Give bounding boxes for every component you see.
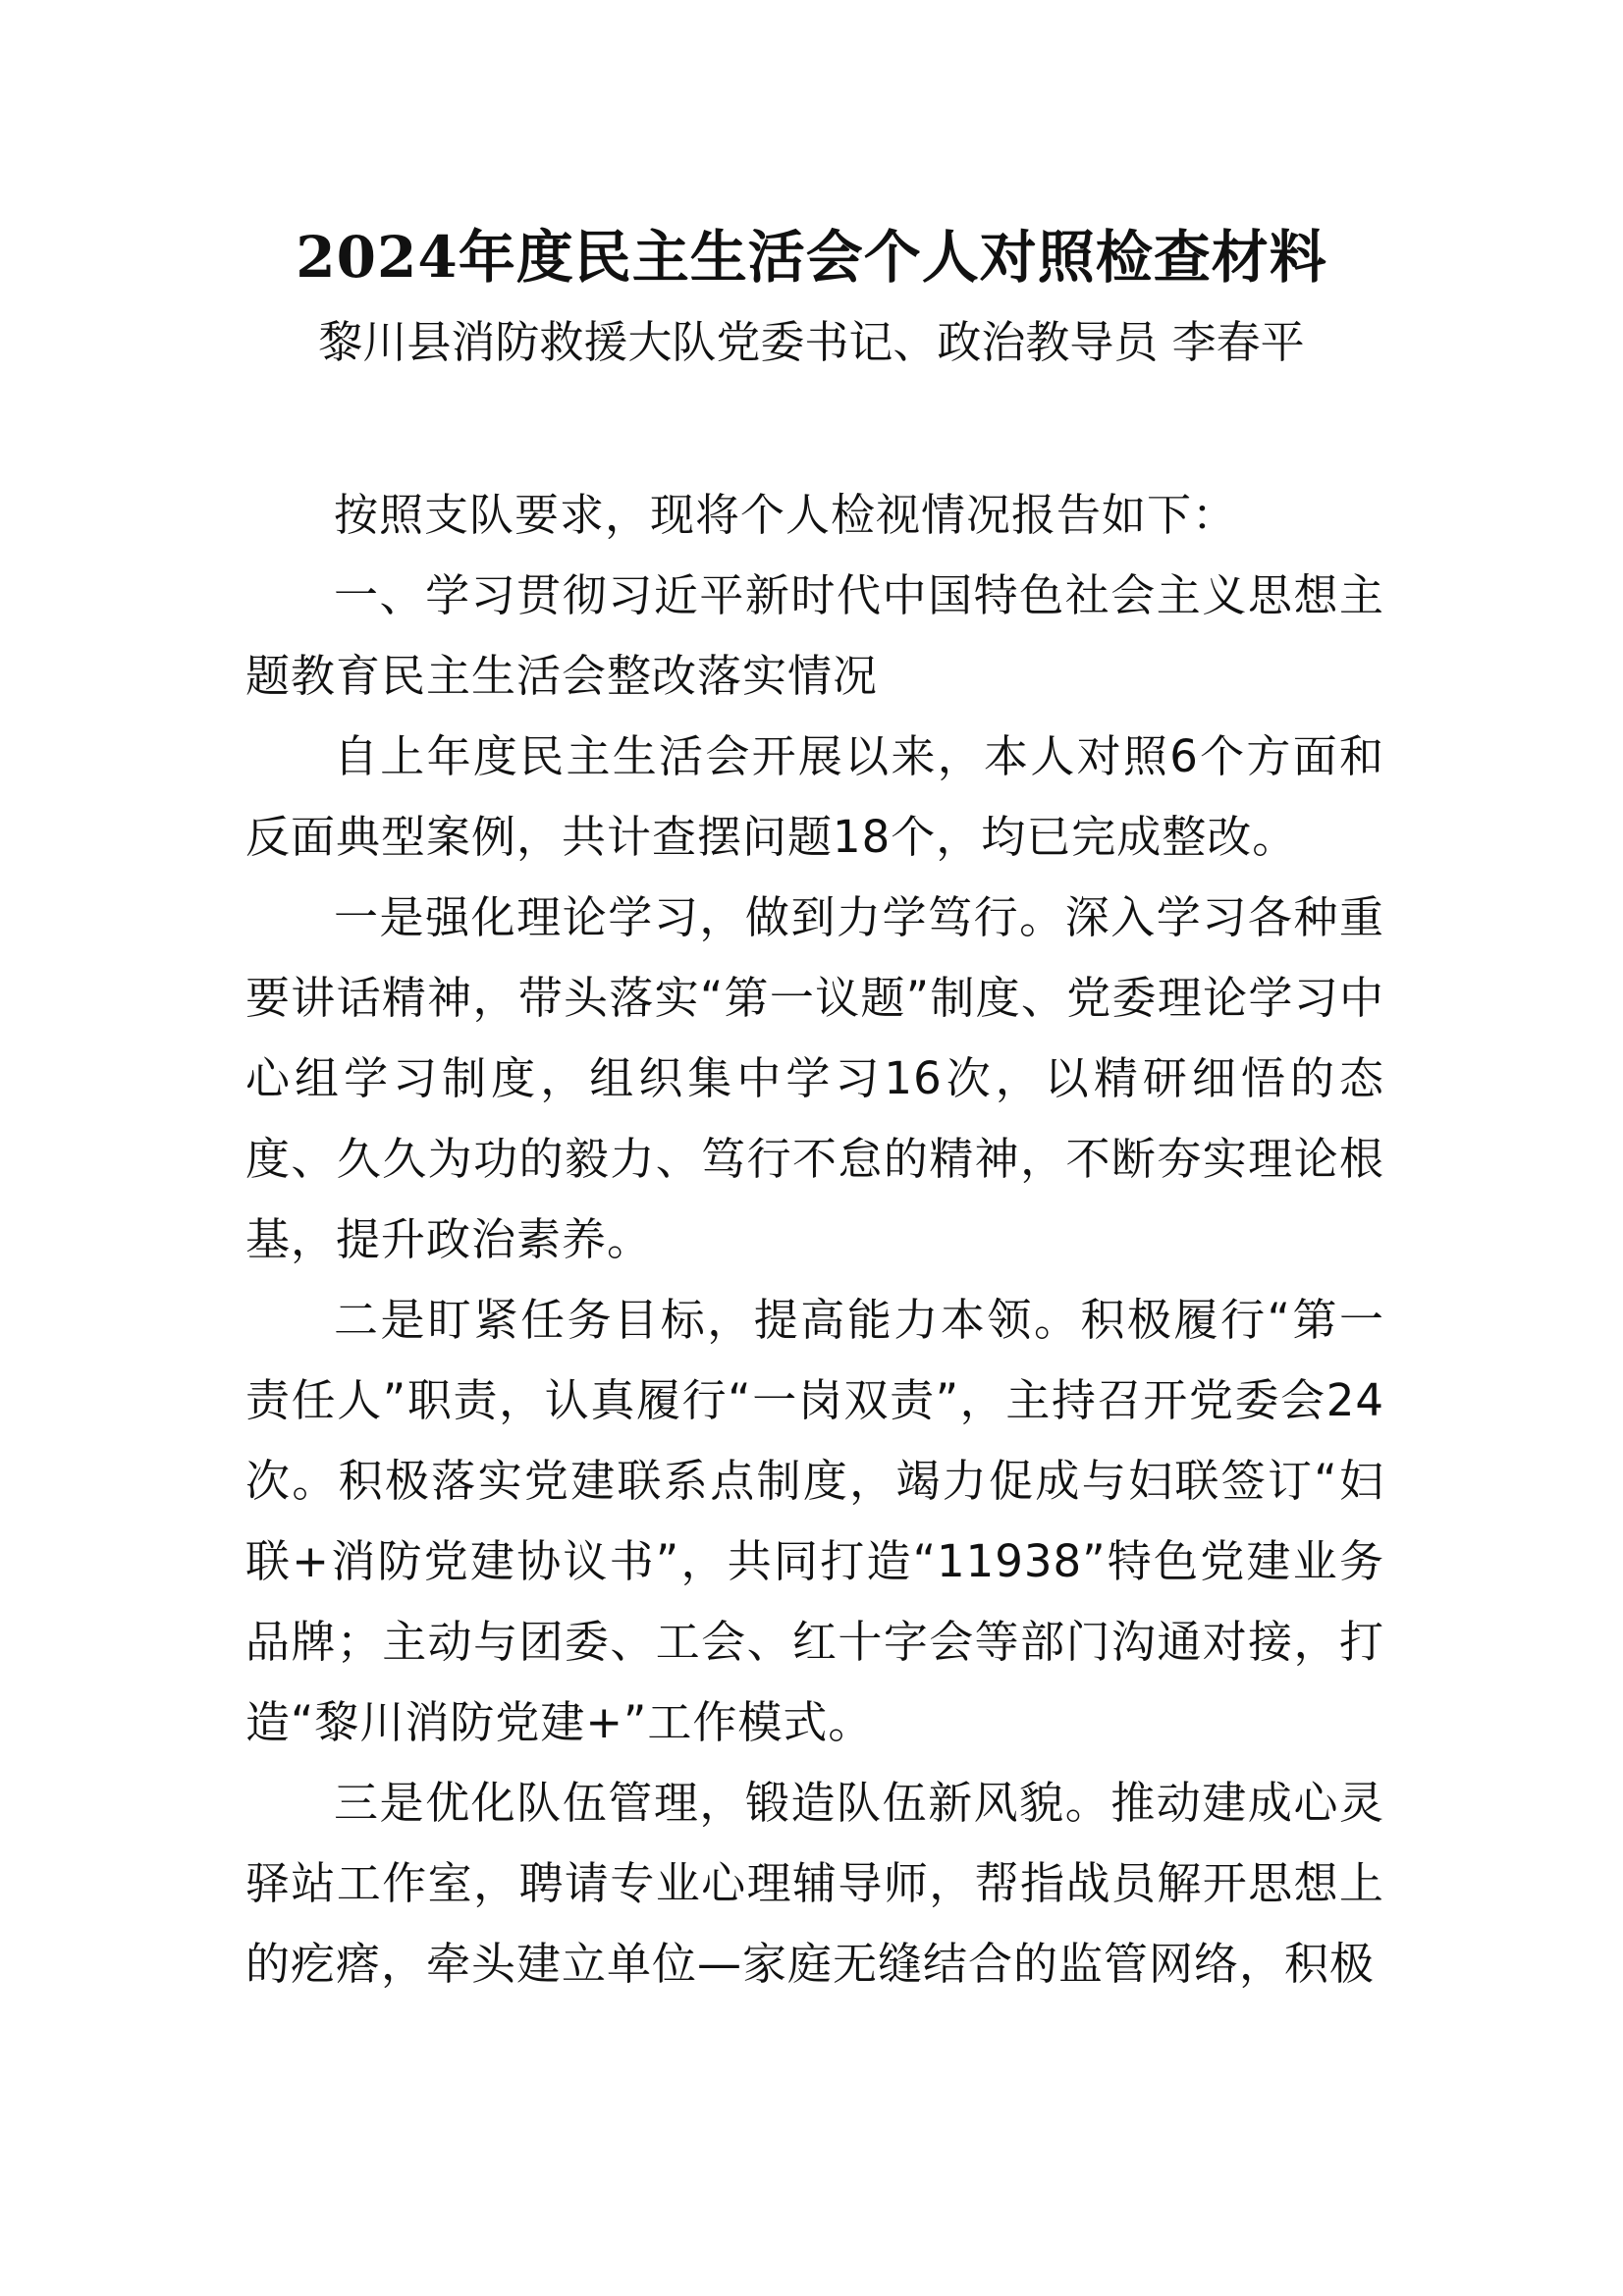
paragraph-summary: 自上年度民主生活会开展以来，本人对照6个方面和反面典型案例，共计查摆问题18个，均已完成整改。 xyxy=(245,730,1384,863)
paragraph-point-1: 一是强化理论学习，做到力学笃行。深入学习各种重要讲话精神，带头落实“第一议题”制度、党委理论学习中心组学习制度，组织集中学习16次，以精研细悟的态度、久久为功的毅力、笃行不怠的精神，不断夯实理论根基，提升政治素养。 xyxy=(245,891,1384,1265)
document-body xyxy=(245,475,1384,2004)
paragraph-point-2: 二是盯紧任务目标，提高能力本领。积极履行“第一责任人”职责，认真履行“一岗双责”，主持召开党委会24次。积极落实党建联系点制度，竭力促成与妇联签订“妇联+消防党建协议书”，共同打造“11938”特色党建业务品牌；主动与团委、工会、红十字会等部门沟通对接，打造“黎川消防党建+”工作模式。 xyxy=(245,1294,1384,1748)
paragraph-intro: 按照支队要求，现将个人检视情况报告如下： xyxy=(334,489,1238,541)
author-line: 黎川县消防救援大队党委书记、政治教导员 李春平 xyxy=(318,316,1305,368)
paragraph-point-3: 三是优化队伍管理，锻造队伍新风貌。推动建成心灵驿站工作室，聘请专业心理辅导师，帮指战员解开思想上的疙瘩，牵头建立单位—家庭无缝结合的监管网络，积极 xyxy=(245,1777,1384,1990)
section-heading-1: 一、学习贯彻习近平新时代中国特色社会主义思想主题教育民主生活会整改落实情况 xyxy=(245,569,1384,702)
document-title: 2024年度民主生活会个人对照检查材料 xyxy=(296,224,1327,291)
